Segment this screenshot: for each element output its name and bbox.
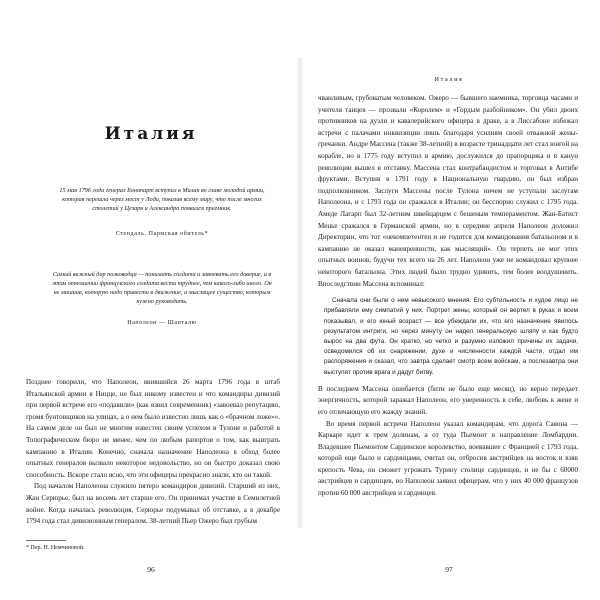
- block-quote: Сначала они были о нем невысокого мнения. Его субтильность и худое лицо не прибавляли ему симпатий у них. Портрет жены, который он вертел в руках и всем показывал, и его юный возраст — все убеждали их, что его назначение явилось результатом интриги, но через минуту он надел генеральскую шляпу и как будто вырос на два фута. Он кратко, но четко и разумно изложил причины их задачи, осведомился об их снаряжении, духе и численности каждой части, отдал им распоряжения и сказал, что завтра сделает смотр всем войскам, а послезавтра они выступят против врага и дадут битву.: [324, 297, 578, 376]
- body-paragraph: Позднее говорили, что Наполеон, явившийся 26 марта 1796 года в штаб Итальянской армии в Ницце, не был никому известен и что командиры дивизий при первой встрече его «подавили» (как язвил современник) «завоевал репутацию, громя бунтовщиков на улицах, а о нем было известно лишь как о «брачном ложе»». На самом деле он был не многим известен своим успехом в Тулоне и работой в Топографическом бюро не менее, чем по любым рапортов о том, как выиграть кампанию в Италии. Конечно, сначала назначение Наполеона в обход более опытных генералов вызвало некоторое недовольство, но он быстро доказал свою способность. Вскоре стало ясно, что эти офицеры прекрасно знали, кто он такой.: [26, 378, 280, 479]
- page-number-right: 97: [445, 565, 453, 574]
- body-paragraph: В последнем Массена ошибается (бити не было еще месяц), но верно передает энергичность, которой заражал Наполеон, его уверенность в себе, любовь к жене и его отличающую его жажду знаний.: [318, 384, 578, 416]
- body-paragraph: чванливым, грубоватым человеком. Ожеро — бывшего наемника, торговца часами и учителя танцев — прозвали «Королем» и «Гордым разбойником». Он убил двоих противников на дуэли и кавалерийского офицера в драке, а в Лиссабоне избежал встречи с палачами инквизиции лишь благодаря усилиям своей отважной жены-гречанки. Андре Массена (также 38-летний) в возрасте тринадцати лет стал юнгой на корабле, но в 1775 году вступил в армию, дослужился до прапорщика и в канун революции вышел в отставку. Массена стал контрабандистом и торговал в Антибе фруктами. Вступив в 1791 году в Национальную гвардию, он был избран подполковником. Заслуги Массены после Тулона ничем не уступали заслугам Наполеона, и с 1793 года он сражался в Италии; он бесспорно служил с 1795 года. Амеде Лагарп был 32-летним швейцарцем с бешеным темпераментом. Жан-Батист Менье сражался в Германской армии, но в середине апреля Наполеон доложил Директории, что тот «некомпетентен и не годится для командования батальоном и в кампанию не оказал маневренности, как мыслящий». Он терпеть не мог этих опытных воинов, будучи тех всего на 26 лет. Наполеон уже не командовал крупнее некоторого батальона. Этих людей было трудно удивить, тем более воодушевить. Впоследствии Массена вспоминал:: [318, 94, 578, 288]
- body-paragraph: Под началом Наполеона служило пятеро командиров дивизий. Старший из них, Жан Серюрье, был на восемь лет старше его. Он принимал участие в Семилетней войне. Когда началась революция, Серюрье подумывал об отставке, а в декабре 1794 года стал дивизионным генералом. 38-летний Пьер Ожеро был грубым: [26, 482, 280, 526]
- footnote: * Пер. Н. Немчиновой.: [26, 545, 85, 551]
- epigraph-2-source: Наполеон — Шапталю: [127, 320, 197, 326]
- left-body-text: [26, 377, 280, 528]
- right-body-text: [318, 93, 578, 500]
- chapter-title: Италия: [104, 124, 198, 144]
- epigraph-2: Самый важный дар полководца — понимать солдата и завоевать его доверие, и в этом отношении французского солдата вести труднее, чем какого-либо иного. Он не машина, которую надо привести в движение, а мыслящее существо, которым нужно руководить.: [52, 271, 272, 305]
- body-paragraph: Во время первой встречи Наполеон указал командирам, что дорога Савона — Каркаре идет к трем долинам, а от туда Пьемонт в направление Ломбардии. Владевшее Пьемонтом Сардинское королевство, воевавшее с Францией с 1793 года, которой еще было и сардинцами, считал он, отбросив австрийцев на восток и взяв крепость Чева, он сможет угрожать Турину столице сардинцев, и не бы с 60000 австрийцев и сардинцев, но Наполеон заявил офицерам, что у них 40 000 французов против 60 000 австрийцев и сардинцев.: [318, 419, 578, 498]
- epigraph-1-source: Стендаль. Пармская обитель*: [115, 231, 209, 237]
- running-head: Италия: [434, 76, 464, 83]
- right-page: [304, 58, 594, 574]
- book-gutter: [296, 58, 304, 528]
- left-page: [6, 58, 296, 574]
- footnote-rule: [26, 540, 66, 541]
- page-number-left: 96: [147, 565, 155, 574]
- epigraph-1: 15 мая 1796 года генерал Бонапарт вступил в Милан во главе молодой армии, которая перешла через мост у Лоди, показав всему миру, что после многих столетий у Цезаря и Александра появился преемник.: [59, 187, 265, 212]
